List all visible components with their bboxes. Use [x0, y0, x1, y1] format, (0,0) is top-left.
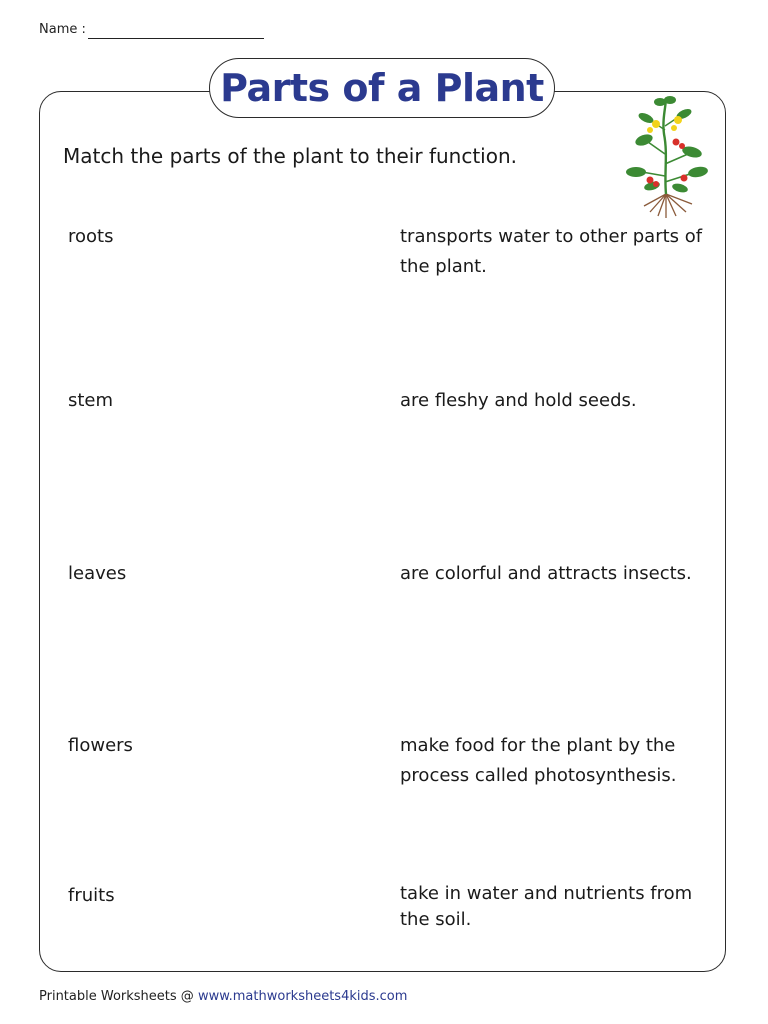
footer-label: Printable Worksheets @: [39, 989, 198, 1004]
part-leaves: leaves: [68, 563, 127, 584]
function-1: transports water to other parts of the plant.: [400, 226, 703, 277]
name-label: Name :: [39, 22, 86, 37]
name-line-field[interactable]: [88, 38, 264, 39]
function-5: take in water and nutrients from the soil.: [400, 883, 693, 930]
function-3: are colorful and attracts insects.: [400, 563, 692, 584]
title-banner: [209, 58, 555, 118]
function-2: are fleshy and hold seeds.: [400, 390, 637, 411]
page-title: Parts of a Plant: [220, 66, 544, 110]
plant-icon: [620, 94, 716, 220]
footer-link[interactable]: www.mathworksheets4kids.com: [197, 989, 408, 1004]
part-roots: roots: [68, 226, 114, 247]
footer: [39, 989, 407, 1004]
instruction-text: Match the parts of the plant to their function.: [63, 144, 518, 168]
part-stem: stem: [68, 390, 114, 411]
part-flowers: flowers: [68, 735, 133, 756]
function-4: make food for the plant by the process called photosynthesis.: [400, 735, 677, 786]
part-fruits: fruits: [68, 885, 115, 906]
